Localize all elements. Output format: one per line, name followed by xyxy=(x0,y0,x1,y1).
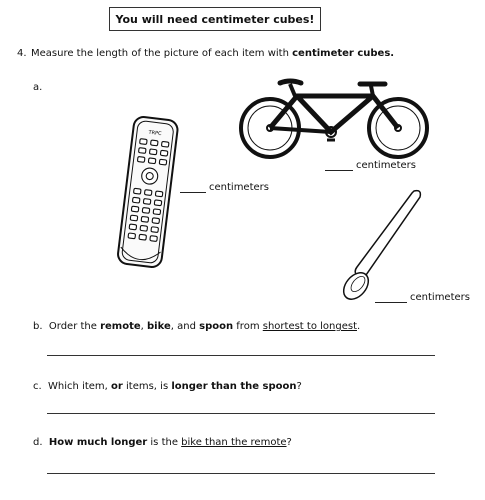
question-text-plain: Measure the length of the picture of each item with xyxy=(31,48,293,59)
question-c-text: Which item, xyxy=(48,381,112,392)
question-b-label: b. xyxy=(33,321,43,332)
instruction-banner xyxy=(109,7,321,31)
svg-text:TRPC: TRPC xyxy=(148,129,162,138)
question-b-spoon: spoon xyxy=(199,321,234,332)
question-c-label: c. xyxy=(33,381,42,392)
bicycle-image xyxy=(235,76,435,166)
part-a-label: a. xyxy=(33,82,43,93)
question-text-bold: centimeter cubes. xyxy=(292,48,395,59)
question-text xyxy=(31,48,394,59)
question-d xyxy=(33,437,292,448)
answer-line-b[interactable] xyxy=(47,355,435,356)
question-d-text: ? xyxy=(286,437,292,448)
question-c-text: items, is xyxy=(122,381,172,392)
answer-line-c[interactable] xyxy=(47,413,435,414)
question-c-text: ? xyxy=(296,381,302,392)
question-b-text: from xyxy=(233,321,263,332)
banner-text: You will need centimeter cubes! xyxy=(115,12,315,26)
spoon-answer-blank[interactable] xyxy=(375,292,470,303)
spoon-blank-line xyxy=(375,293,407,303)
question-d-bold: How much longer xyxy=(48,437,148,448)
remote-control-image xyxy=(108,110,188,270)
question-b-text: Order the xyxy=(48,321,101,332)
question-d-label: d. xyxy=(33,437,43,448)
question-c-bold: or xyxy=(111,381,123,392)
bike-unit-label: centimeters xyxy=(356,160,416,171)
question-c xyxy=(33,381,302,392)
question-b-remote: remote xyxy=(100,321,141,332)
remote-answer-blank[interactable] xyxy=(180,182,269,193)
question-d-underlined: bike than the remote xyxy=(181,437,287,448)
spoon-unit-label: centimeters xyxy=(410,292,470,303)
answer-line-d[interactable] xyxy=(47,473,435,474)
question-d-text: is the xyxy=(147,437,182,448)
question-c-bold: longer than the spoon xyxy=(171,381,297,392)
question-b-bike: bike xyxy=(147,321,171,332)
remote-blank-line xyxy=(180,183,206,193)
question-b xyxy=(33,321,360,332)
question-b-text: . xyxy=(357,321,361,332)
question-b-text: , xyxy=(140,321,148,332)
question-b-text: , and xyxy=(170,321,200,332)
bike-answer-blank[interactable] xyxy=(325,160,416,171)
remote-unit-label: centimeters xyxy=(209,182,269,193)
bike-blank-line xyxy=(325,161,353,171)
question-number: 4. xyxy=(17,48,27,59)
spoon-image xyxy=(336,187,436,307)
question-b-underlined: shortest to longest xyxy=(262,321,357,332)
